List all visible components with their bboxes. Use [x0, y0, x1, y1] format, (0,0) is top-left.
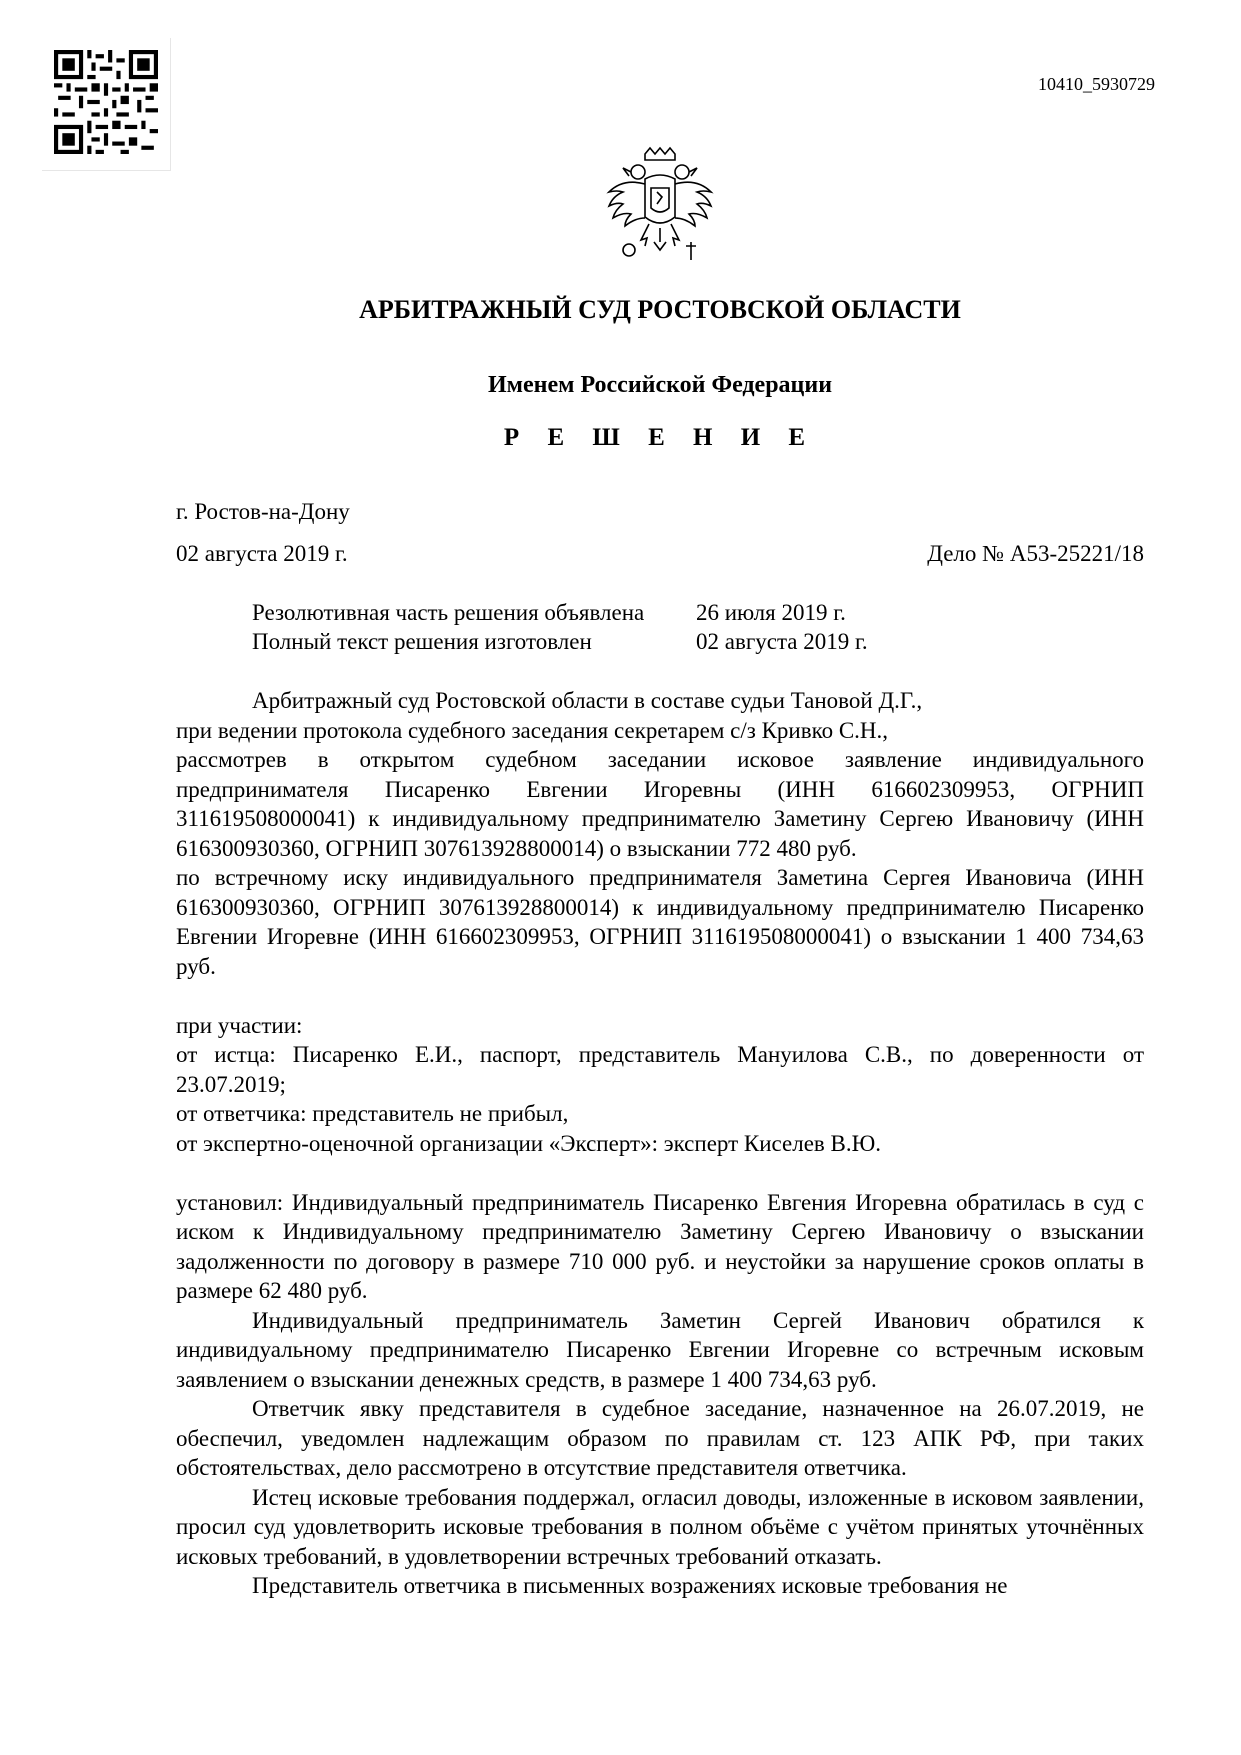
qr-code-icon — [54, 50, 158, 154]
dates-info — [252, 598, 1144, 657]
paragraph: по встречному иску индивидуального предпринимателя Заметина Сергея Ивановича (ИНН 616300930360, ОГРНИП 307613928800014) к индивидуальному предпринимателю Писаренко Евгении Игоревне (ИНН 616602309953, ОГРНИП 311619508000041) о взыскании 1 400 734,63 руб. — [176, 865, 1144, 979]
double-headed-eagle-icon — [605, 146, 715, 264]
qr-code — [42, 38, 171, 171]
date-case-row — [176, 539, 1144, 569]
in-the-name-of-heading: Именем Российской Федерации — [487, 372, 833, 398]
paragraph: при участии: — [176, 1012, 303, 1038]
paragraph: от экспертно-оценочной организации «Эксперт»: эксперт Киселев В.Ю. — [176, 1130, 882, 1156]
document-id: 10410_5930729 — [1038, 74, 1155, 94]
city: г. Ростов-на-Дону — [176, 499, 350, 524]
coat-of-arms-emblem — [605, 146, 715, 264]
document-body — [176, 497, 1144, 1601]
fulltext-label: Полный текст решения изготовлен — [252, 629, 592, 654]
paragraph: Представитель ответчика в письменных возражениях исковые требования не — [252, 1573, 1008, 1598]
paragraph: Индивидуальный предприниматель Заметин Сергей Иванович обратился к индивидуальному предпринимателю Писаренко Евгении Игоревне со встречным исковым заявлением о взыскании денежных средств, в размере 1 400 734,63 руб. — [176, 1307, 1144, 1392]
paragraph: от истца: Писаренко Е.И., паспорт, представитель Мануилова С.В., по доверенности от 23.07.2019; — [176, 1042, 1144, 1097]
resolution-date: 26 июля 2019 г. — [696, 599, 846, 625]
document-type-heading: Р Е Ш Е Н И Е — [503, 424, 817, 451]
paragraph: установил: Индивидуальный предприниматель Писаренко Евгения Игоревна обратилась в суд с иском к Индивидуальному предпринимателю Заметину Сергею Ивановичу о взыскании задолженности по договору в размере 710 000 руб. и неустойки за нарушение сроков оплаты в размере 62 480 руб. — [176, 1189, 1144, 1303]
fulltext-date: 02 августа 2019 г. — [696, 629, 868, 654]
decision-date: 02 августа 2019 г. — [176, 540, 348, 566]
paragraph: Ответчик явку представителя в судебное заседание, назначенное на 26.07.2019, не обеспечил, уведомлен надлежащим образом по правилам ст. 123 АПК РФ, при таких обстоятельствах, дело рассмотрено в отсутствие представителя ответчика. — [176, 1396, 1144, 1480]
paragraph: Истец исковые требования поддержал, огласил доводы, изложенные в исковом заявлении, просил суд удовлетворить исковые требования в полном объёме с учётом принятых уточнённых исковых требований, в удовлетворении встречных требований отказать. — [176, 1484, 1144, 1569]
paragraph: Арбитражный суд Ростовской области в составе судьи Тановой Д.Г., — [252, 688, 923, 713]
resolution-label: Резолютивная часть решения объявлена — [252, 599, 645, 625]
case-number: Дело № А53-25221/18 — [927, 540, 1144, 566]
paragraph: при ведении протокола судебного заседания секретарем с/з Кривко С.Н., — [176, 717, 889, 743]
paragraph: от ответчика: представитель не прибыл, — [176, 1101, 569, 1126]
court-name-heading: АРБИТРАЖНЫЙ СУД РОСТОВСКОЙ ОБЛАСТИ — [359, 295, 961, 324]
paragraph: рассмотрев в открытом судебном заседании исковое заявление индивидуального предпринимателя Писаренко Евгении Игоревны (ИНН 616602309953, ОГРНИП 311619508000041) к индивидуальному предпринимателю Заметину Сергею Ивановичу (ИНН 616300930360, ОГРНИП 307613928800014) о взыскании 772 480 руб. — [176, 747, 1144, 861]
